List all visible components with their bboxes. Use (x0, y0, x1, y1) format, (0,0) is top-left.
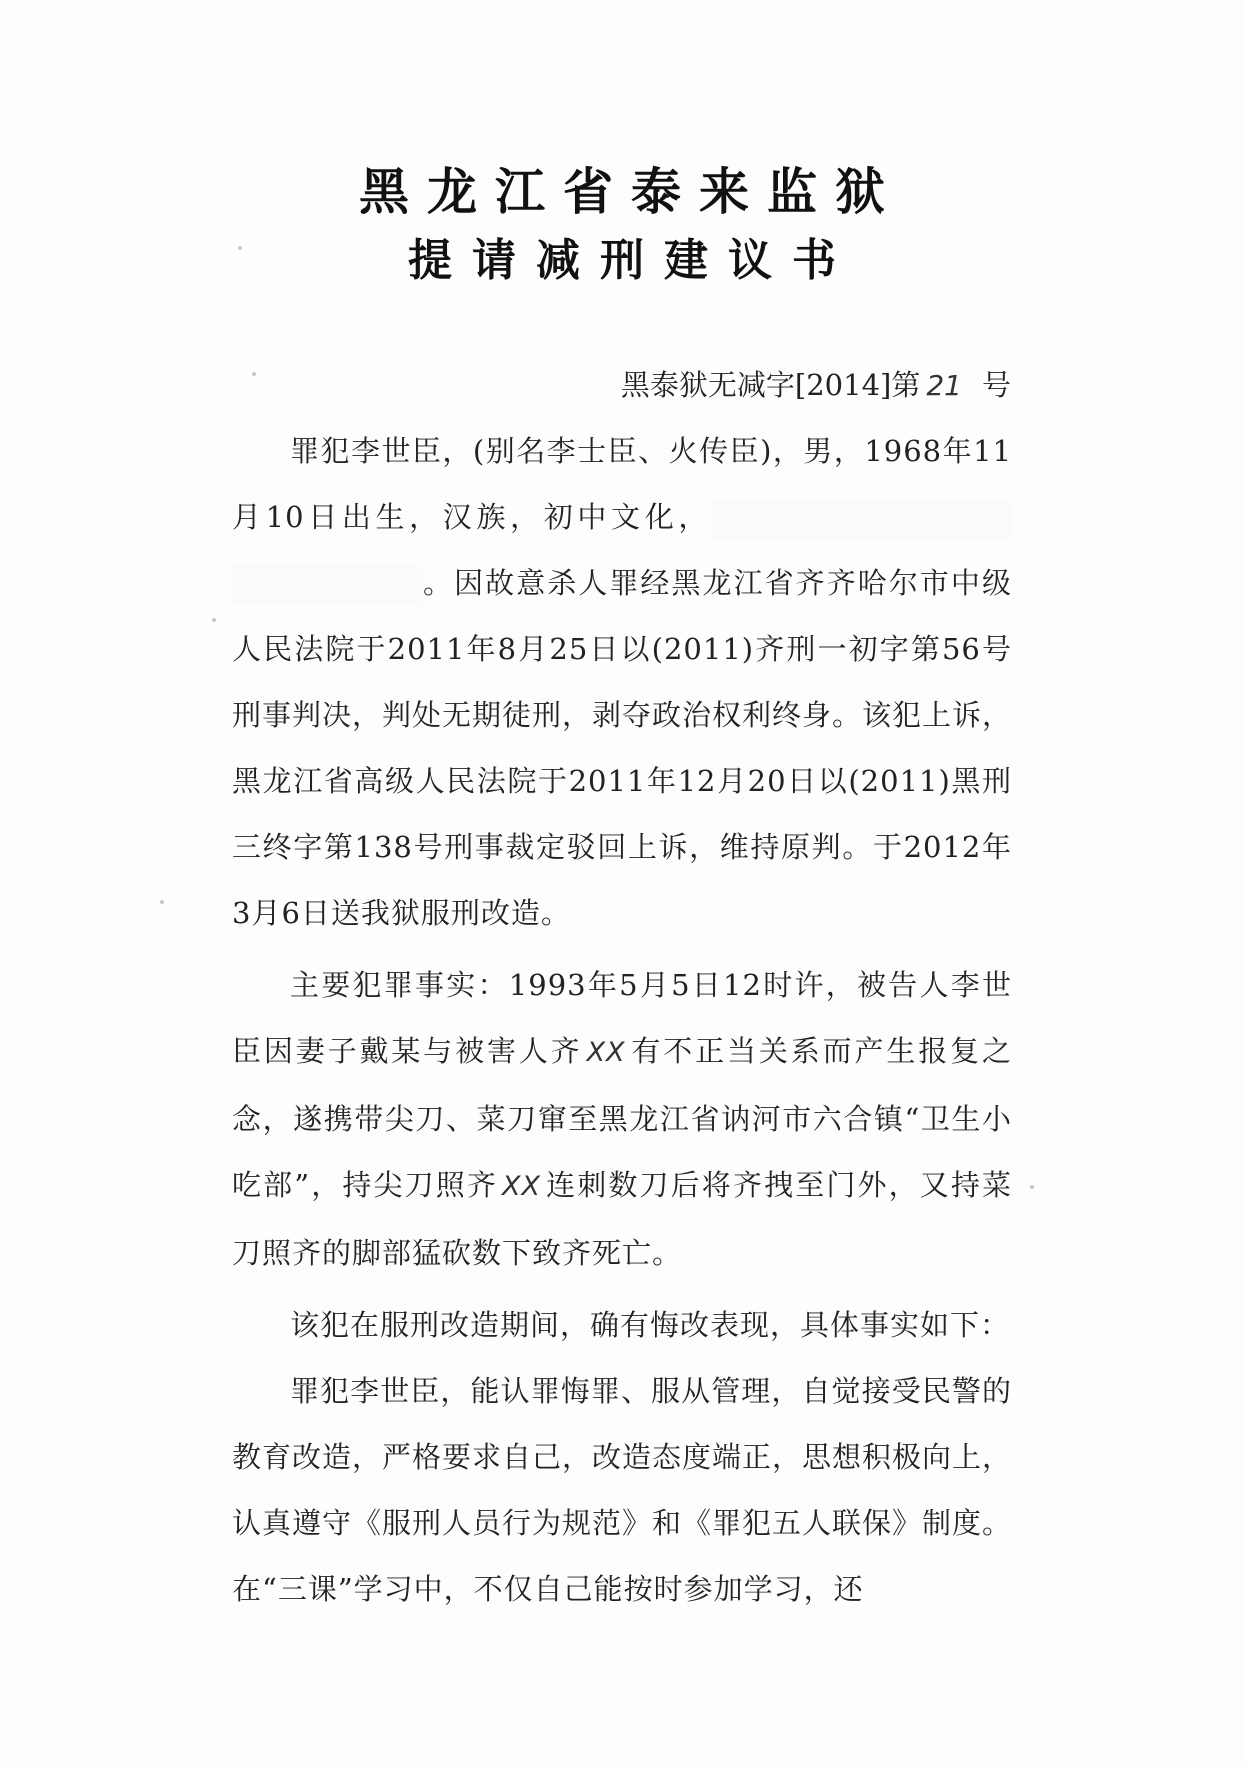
paragraph-crime-facts (232, 952, 1012, 1286)
scan-speck (1030, 1185, 1034, 1189)
document-number-prefix: 黑泰狱无减字[2014]第 (620, 368, 921, 402)
redacted-area (232, 565, 422, 605)
scan-speck (160, 900, 164, 904)
scan-speck (238, 246, 242, 250)
document-number-suffix: 号 (981, 368, 1011, 402)
paragraph-criminal-info (232, 418, 1012, 946)
paragraph-2-part-a: 主要犯罪事实：1993年5月5日12时许，被告人李世臣因妻子戴某与被害人齐 (232, 968, 1012, 1068)
paragraph-1-part-a: 罪犯李世臣，(别名李士臣、火传臣)，男，1968年11月10日出生，汉族，初中文化， (232, 434, 1012, 534)
paragraph-2-part-b: 有不正当关系而产生报复之念，遂携带尖刀、菜刀窜至黑龙江省讷河市六合镇“卫生小吃部”，持尖刀照齐 (232, 1034, 1012, 1202)
paragraph-2-part-c: 连刺数刀后将齐拽至门外，又持菜刀照齐的脚部猛砍数下致齐死亡。 (232, 1168, 1012, 1270)
paragraph-1-part-b: 。因故意杀人罪经黑龙江省齐齐哈尔市中级人民法院于2011年8月25日以(2011)齐刑一初字第56号刑事判决，判处无期徒刑，剥夺政治权利终身。该犯上诉，黑龙江省高级人民法院于2011年12月20日以(2011)黑刑三终字第138号刑事裁定驳回上诉，维持原判。于2012年3月6日送我狱服刑改造。 (232, 566, 1013, 930)
document-title-line1: 黑龙江省泰来监狱 (359, 163, 903, 221)
paragraph-repentance-details: 罪犯李世臣，能认罪悔罪、服从管理，自觉接受民警的教育改造，严格要求自己，改造态度端正，思想积极向上，认真遵守《服刑人员行为规范》和《罪犯五人联保》制度。在“三课”学习中，不仅自己能按时参加学习，还 (232, 1374, 1013, 1606)
handwritten-name-mark: XX (586, 1037, 626, 1068)
document-title-line2: 提请减刑建议书 (408, 235, 856, 286)
paragraph-repentance-intro: 该犯在服刑改造期间，确有悔改表现，具体事实如下： (290, 1308, 1011, 1342)
handwritten-name-mark: XX (502, 1171, 542, 1202)
document-body (232, 418, 1012, 1622)
scan-speck (252, 372, 256, 376)
redacted-area (712, 499, 1012, 539)
document-number (621, 363, 1011, 404)
scan-speck (212, 618, 216, 622)
document-number-value: 21 (926, 369, 962, 402)
